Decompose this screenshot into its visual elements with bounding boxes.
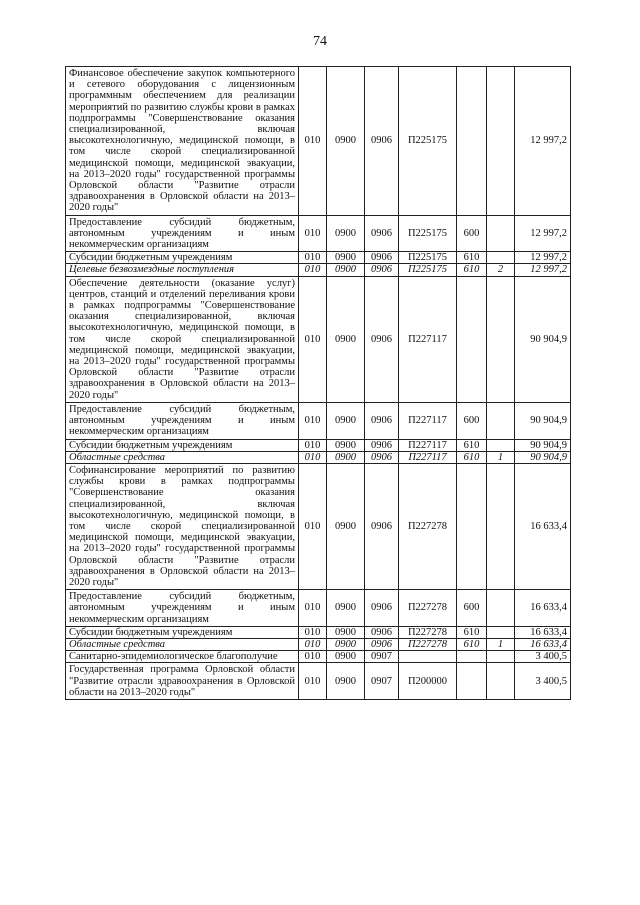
table-row [66,651,571,663]
subsection-code-cell: 0906 [365,67,399,216]
subsection-code-cell: 0906 [365,463,399,589]
expense-type-cell: 610 [457,439,487,451]
gr-code-cell: 010 [299,590,327,627]
target-article-cell: П227278 [399,463,457,589]
target-article-cell: П227117 [399,451,457,463]
table-row [66,215,571,252]
table-row [66,626,571,638]
funding-source-cell [487,590,515,627]
section-code-cell: 0900 [327,402,365,439]
section-code-cell: 0900 [327,215,365,252]
subsection-code-cell: 0906 [365,626,399,638]
target-article-cell: П225175 [399,67,457,216]
table-row [66,439,571,451]
row-name-cell: Предоставление субсидий бюджетным, автономным учреждениям и иным некоммерческим организациям [66,402,299,439]
gr-code-cell: 010 [299,626,327,638]
target-article-cell: П227278 [399,638,457,650]
section-code-cell: 0900 [327,276,365,402]
funding-source-cell [487,276,515,402]
funding-source-cell [487,663,515,700]
subsection-code-cell: 0907 [365,663,399,700]
gr-code-cell: 010 [299,402,327,439]
target-article-cell: П227117 [399,276,457,402]
subsection-code-cell: 0906 [365,402,399,439]
table-row [66,276,571,402]
section-code-cell: 0900 [327,451,365,463]
funding-source-cell [487,402,515,439]
expense-type-cell: 600 [457,402,487,439]
funding-source-cell: 2 [487,264,515,276]
section-code-cell: 0900 [327,638,365,650]
target-article-cell [399,651,457,663]
amount-cell: 16 633,4 [515,638,571,650]
table-row [66,638,571,650]
expense-type-cell [457,463,487,589]
funding-source-cell [487,463,515,589]
section-code-cell: 0900 [327,67,365,216]
expense-type-cell [457,276,487,402]
subsection-code-cell: 0906 [365,439,399,451]
row-name-cell: Софинансирование мероприятий по развитию службы крови в рамках подпрограммы "Совершенствование оказания специализированной, включая высокотехнологичную, медицинской помощи, в том числе скорой специализированной медицинской помощи, медицинской эвакуации, на 2013–2020 годы" государственной программы Орловской области "Развитие отрасли здравоохранения в Орловской области на 2013–2020 годы" [66,463,299,589]
gr-code-cell: 010 [299,463,327,589]
section-code-cell: 0900 [327,590,365,627]
table-row [66,67,571,216]
section-code-cell: 0900 [327,252,365,264]
funding-source-cell [487,439,515,451]
table-row [66,451,571,463]
subsection-code-cell: 0906 [365,264,399,276]
funding-source-cell [487,67,515,216]
amount-cell: 16 633,4 [515,626,571,638]
amount-cell: 3 400,5 [515,651,571,663]
target-article-cell: П227278 [399,626,457,638]
row-name-cell: Предоставление субсидий бюджетным, автономным учреждениям и иным некоммерческим организациям [66,590,299,627]
gr-code-cell: 010 [299,638,327,650]
section-code-cell: 0900 [327,663,365,700]
gr-code-cell: 010 [299,451,327,463]
target-article-cell: П227278 [399,590,457,627]
table-row [66,463,571,589]
subsection-code-cell: 0906 [365,451,399,463]
funding-source-cell: 1 [487,451,515,463]
section-code-cell: 0900 [327,439,365,451]
row-name-cell: Областные средства [66,638,299,650]
gr-code-cell: 010 [299,252,327,264]
amount-cell: 16 633,4 [515,463,571,589]
expense-type-cell: 610 [457,451,487,463]
table-row [66,402,571,439]
gr-code-cell: 010 [299,276,327,402]
row-name-cell: Финансовое обеспечение закупок компьютерного и сетевого оборудования с лицензионным программным обеспечением для реализации мероприятий по развитию службы крови в рамках подпрограммы "Совершенствование оказания специализированной, включая высокотехнологичную, медицинской помощи, в том числе скорой специализированной медицинской помощи, медицинской эвакуации, на 2013–2020 годы" государственной программы Орловской области "Развитие отрасли здравоохранения в Орловской области на 2013–2020 годы" [66,67,299,216]
expense-type-cell: 610 [457,638,487,650]
expense-type-cell [457,67,487,216]
amount-cell: 90 904,9 [515,439,571,451]
target-article-cell: П200000 [399,663,457,700]
subsection-code-cell: 0906 [365,215,399,252]
subsection-code-cell: 0906 [365,638,399,650]
amount-cell: 3 400,5 [515,663,571,700]
expense-type-cell: 600 [457,590,487,627]
table-row [66,264,571,276]
section-code-cell: 0900 [327,626,365,638]
expense-type-cell: 600 [457,215,487,252]
target-article-cell: П227117 [399,439,457,451]
page-number: 74 [313,34,327,49]
target-article-cell: П227117 [399,402,457,439]
amount-cell: 90 904,9 [515,451,571,463]
target-article-cell: П225175 [399,215,457,252]
funding-source-cell [487,626,515,638]
section-code-cell: 0900 [327,651,365,663]
row-name-cell: Государственная программа Орловской области "Развитие отрасли здравоохранения в Орловской области на 2013–2020 годы" [66,663,299,700]
gr-code-cell: 010 [299,67,327,216]
row-name-cell: Субсидии бюджетным учреждениям [66,626,299,638]
row-name-cell: Субсидии бюджетным учреждениям [66,439,299,451]
table-row [66,590,571,627]
amount-cell: 12 997,2 [515,264,571,276]
amount-cell: 16 633,4 [515,590,571,627]
amount-cell: 90 904,9 [515,402,571,439]
funding-source-cell [487,215,515,252]
expense-type-cell: 610 [457,252,487,264]
amount-cell: 12 997,2 [515,67,571,216]
expense-type-cell: 610 [457,264,487,276]
table-row [66,663,571,700]
funding-source-cell [487,252,515,264]
subsection-code-cell: 0906 [365,590,399,627]
expense-type-cell [457,663,487,700]
table-row [66,252,571,264]
gr-code-cell: 010 [299,264,327,276]
row-name-cell: Субсидии бюджетным учреждениям [66,252,299,264]
subsection-code-cell: 0906 [365,276,399,402]
gr-code-cell: 010 [299,215,327,252]
funding-source-cell [487,651,515,663]
subsection-code-cell: 0906 [365,252,399,264]
target-article-cell: П225175 [399,252,457,264]
section-code-cell: 0900 [327,264,365,276]
funding-source-cell: 1 [487,638,515,650]
row-name-cell: Предоставление субсидий бюджетным, автономным учреждениям и иным некоммерческим организациям [66,215,299,252]
row-name-cell: Областные средства [66,451,299,463]
subsection-code-cell: 0907 [365,651,399,663]
expense-type-cell: 610 [457,626,487,638]
row-name-cell: Целевые безвозмездные поступления [66,264,299,276]
row-name-cell: Санитарно-эпидемиологическое благополучие [66,651,299,663]
row-name-cell: Обеспечение деятельности (оказание услуг) центров, станций и отделений переливания крови в рамках подпрограммы "Совершенствование оказания специализированной, включая высокотехнологичную, медицинской помощи, в том числе скорой специализированной медицинской помощи, медицинской эвакуации, на 2013–2020 годы" государственной программы Орловской области "Развитие отрасли здравоохранения в Орловской области на 2013–2020 годы" [66,276,299,402]
budget-table [65,66,571,700]
table-body [66,67,571,700]
gr-code-cell: 010 [299,663,327,700]
section-code-cell: 0900 [327,463,365,589]
amount-cell: 90 904,9 [515,276,571,402]
target-article-cell: П225175 [399,264,457,276]
amount-cell: 12 997,2 [515,252,571,264]
expense-type-cell [457,651,487,663]
amount-cell: 12 997,2 [515,215,571,252]
gr-code-cell: 010 [299,651,327,663]
gr-code-cell: 010 [299,439,327,451]
